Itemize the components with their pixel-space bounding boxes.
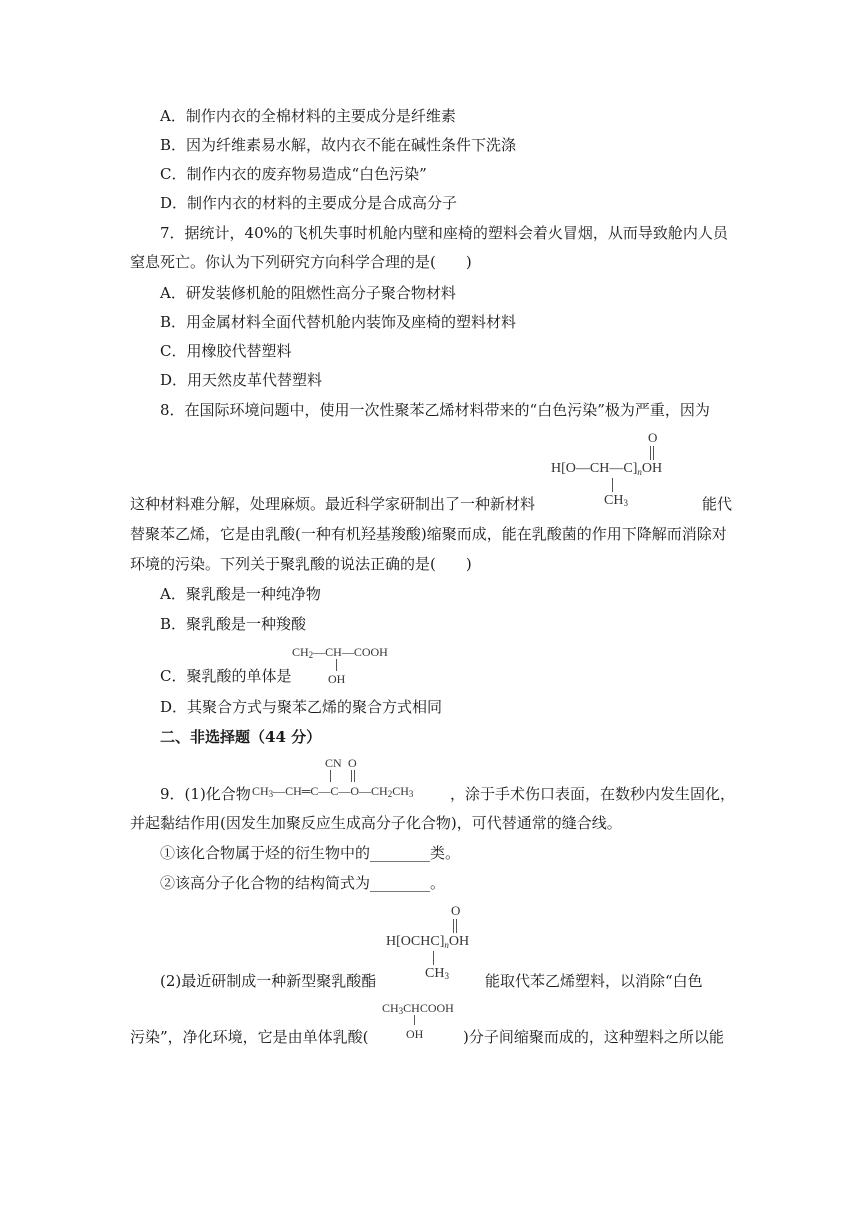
q9-subquestion-1: ①该化合物属于烃的衍生物中的________类。 [160,844,461,862]
methyl-group: $CH_3$ [425,966,449,981]
q8-stem-line2-end: 能代 [702,495,733,513]
q7-option-b: B．用金属材料全面代替机舱内装饰及座椅的塑料材料 [160,313,517,331]
hydroxyl-group: OH [328,672,346,686]
q7-stem-line1: 7．据统计，40%的飞机失事时机舱内壁和座椅的塑料会着火冒烟，从而导致舱内人员 [160,224,728,242]
carbonyl-oxygen: O [648,430,658,445]
section-title: 二、非选择题（44 分） [160,728,322,746]
q9-part2-line1: (2)最近研制成一种新型聚乳酸酯 [160,972,377,990]
q8-option-d: D．其聚合方式与聚苯乙烯的聚合方式相同 [160,698,443,716]
methyl-group: $CH_3$ [604,493,628,508]
q9-part2-line1-end: 能取代苯乙烯塑料，以消除“白色 [485,972,703,990]
q6-option-d: D．制作内衣的材料的主要成分是合成高分子 [160,194,458,212]
q7-option-c: C．用橡胶代替塑料 [160,342,292,360]
hydroxyl-group: OH [406,1027,424,1041]
single-bond [433,951,434,965]
q8-option-c: C．聚乳酸的单体是 [160,667,292,685]
q9-stem-line1-end: ，涂于手术伤口表面，在数秒内发生固化， [450,785,736,803]
q6-option-b: B．因为纤维素易水解，故内衣不能在碱性条件下洗涤 [160,136,517,154]
monomer-main-chain: $CH_2—CH—COOH$ [292,645,388,660]
q8-stem-line1: 8．在国际环境问题中，使用一次性聚苯乙烯材料带来的“白色污染”极为严重，因为 [160,401,710,419]
double-bond [351,770,355,782]
polyester-main-chain: $H[OCHC]_nOH$ [386,934,470,950]
q8-stem-line3: 替聚苯乙烯，它是由乳酸(一种有机羟基羧酸)缩聚而成，能在乳酸菌的作用下降解而消除对 [130,525,727,543]
q9-stem-line2: 并起黏结作用(因发生加聚反应生成高分子化合物)，可代替通常的缝合线。 [130,814,622,832]
q8-stem-line2: 这种材料难分解，处理麻烦。最近科学家研制出了一种新材料 [130,495,536,513]
q8-stem-line4: 环境的污染。下列关于聚乳酸的说法正确的是( ) [130,555,472,573]
carbonyl-oxygen: O [451,903,461,918]
q7-option-d: D．用天然皮革代替塑料 [160,371,323,389]
q9-stem-line1: 9．(1)化合物 [160,785,251,803]
q6-option-a: A．制作内衣的全棉材料的主要成分是纤维素 [160,107,456,125]
single-bond [336,659,337,671]
q9-subquestion-2: ②该高分子化合物的结构简式为________。 [160,874,446,892]
single-bond [612,478,613,492]
cyano-group: CN [325,756,342,770]
polymer-main-chain: $H[O—CH—C]_nOH$ [551,461,663,477]
q9-part2-line2: 污染”，净化环境，它是由单体乳酸( [130,1028,369,1046]
q7-option-a: A．研发装修机舱的阻燃性高分子聚合物材料 [160,284,456,302]
single-bond [414,1015,415,1025]
lactic-main-chain: $CH_3CHCOOH$ [382,1001,454,1016]
double-bond [453,919,457,933]
cyano-main-chain: $CH_3—CH═C—C—O—CH_2CH_3$ [252,784,414,799]
q8-option-a: A．聚乳酸是一种纯净物 [160,585,321,603]
q6-option-c: C．制作内衣的废弃物易造成“白色污染” [160,165,427,183]
double-bond [650,446,654,460]
q7-stem-line2: 窒息死亡。你认为下列研究方向科学合理的是( ) [130,253,472,271]
q8-option-b: B．聚乳酸是一种羧酸 [160,615,307,633]
carbonyl-oxygen: O [348,756,357,770]
single-bond [330,770,331,782]
q9-part2-line2-end: )分子间缩聚而成的，这种塑料之所以能 [463,1028,724,1046]
